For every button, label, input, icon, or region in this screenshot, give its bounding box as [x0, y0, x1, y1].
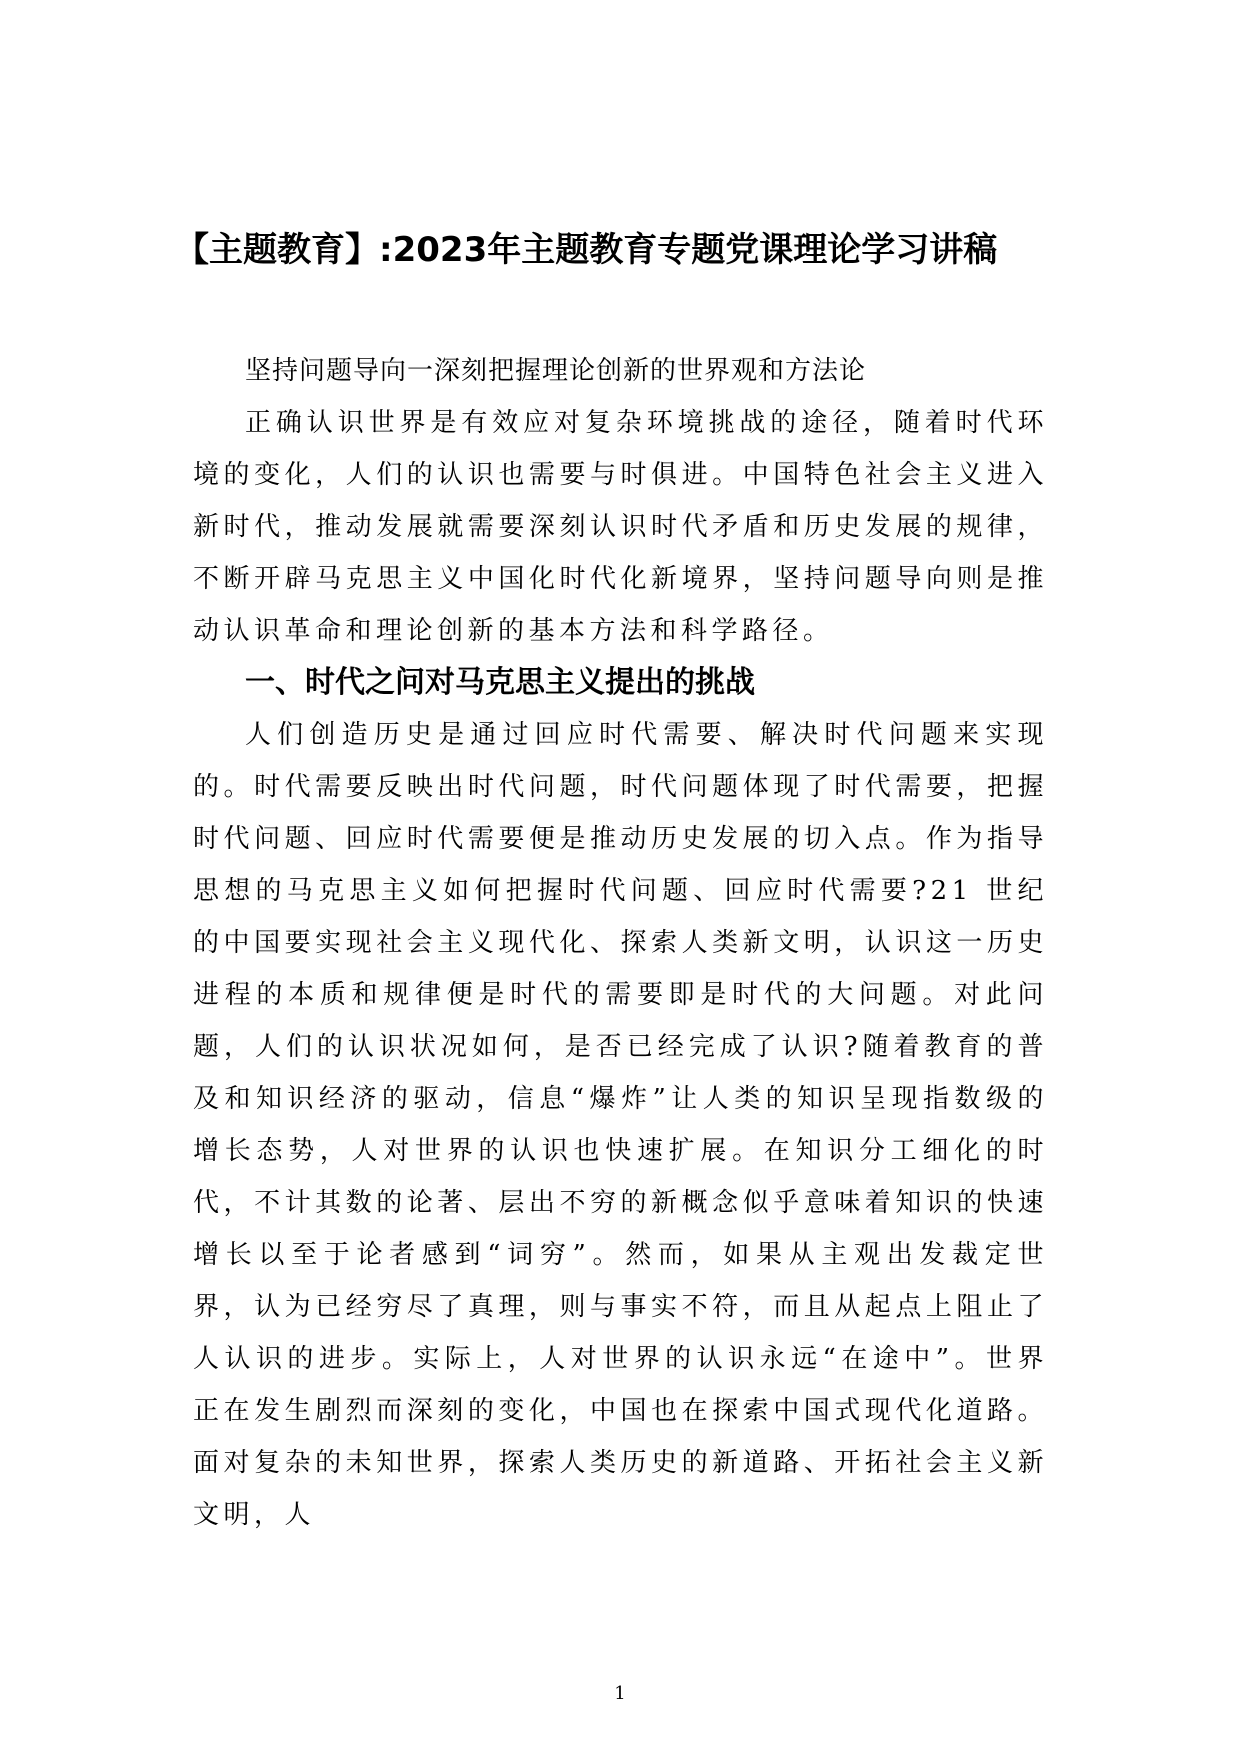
document-title: 【主题教育】:2023年主题教育专题党课理论学习讲稿 [175, 230, 998, 270]
document-subtitle: 坚持问题导向一深刻把握理论创新的世界观和方法论 [245, 356, 867, 386]
page-number: 1 [614, 1683, 626, 1704]
section-heading: 一、时代之问对马克思主义提出的挑战 [245, 665, 755, 700]
body-paragraph: 人们创造历史是通过回应时代需要、解决时代问题来实现的。时代需要反映出时代问题，时代问题体现了时代需要，把握时代问题、回应时代需要便是推动历史发展的切入点。作为指导思想的马克思主义如何把握时代问题、回应时代需要?21 世纪的中国要实现社会主义现代化、探索人类新文明，认识这一历史进程的本质和规律便是时代的需要即是时代的大问题。对此问题，人们的认识状况如何，是否已经完成了认识?随着教育的普及和知识经济的驱动，信息“爆炸”让人类的知识呈现指数级的增长态势，人对世界的认识也快速扩展。在知识分工细化的时代，不计其数的论著、层出不穷的新概念似乎意味着知识的快速增长以至于论者感到“词穷”。然而，如果从主观出发裁定世界，认为已经穷尽了真理，则与事实不符，而且从起点上阻止了人认识的进步。实际上，人对世界的认识永远“在途中”。世界正在发生剧烈而深刻的变化，中国也在探索中国式现代化道路。面对复杂的未知世界，探索人类历史的新道路、开拓社会主义新文明，人 [193, 720, 1048, 1530]
body-paragraph: 正确认识世界是有效应对复杂环境挑战的途径，随着时代环境的变化，人们的认识也需要与时俱进。中国特色社会主义进入新时代，推动发展就需要深刻认识时代矛盾和历史发展的规律，不断开辟马克思主义中国化时代化新境界，坚持问题导向则是推动认识革命和理论创新的基本方法和科学路径。 [193, 408, 1048, 646]
document-body [193, 345, 1048, 1541]
